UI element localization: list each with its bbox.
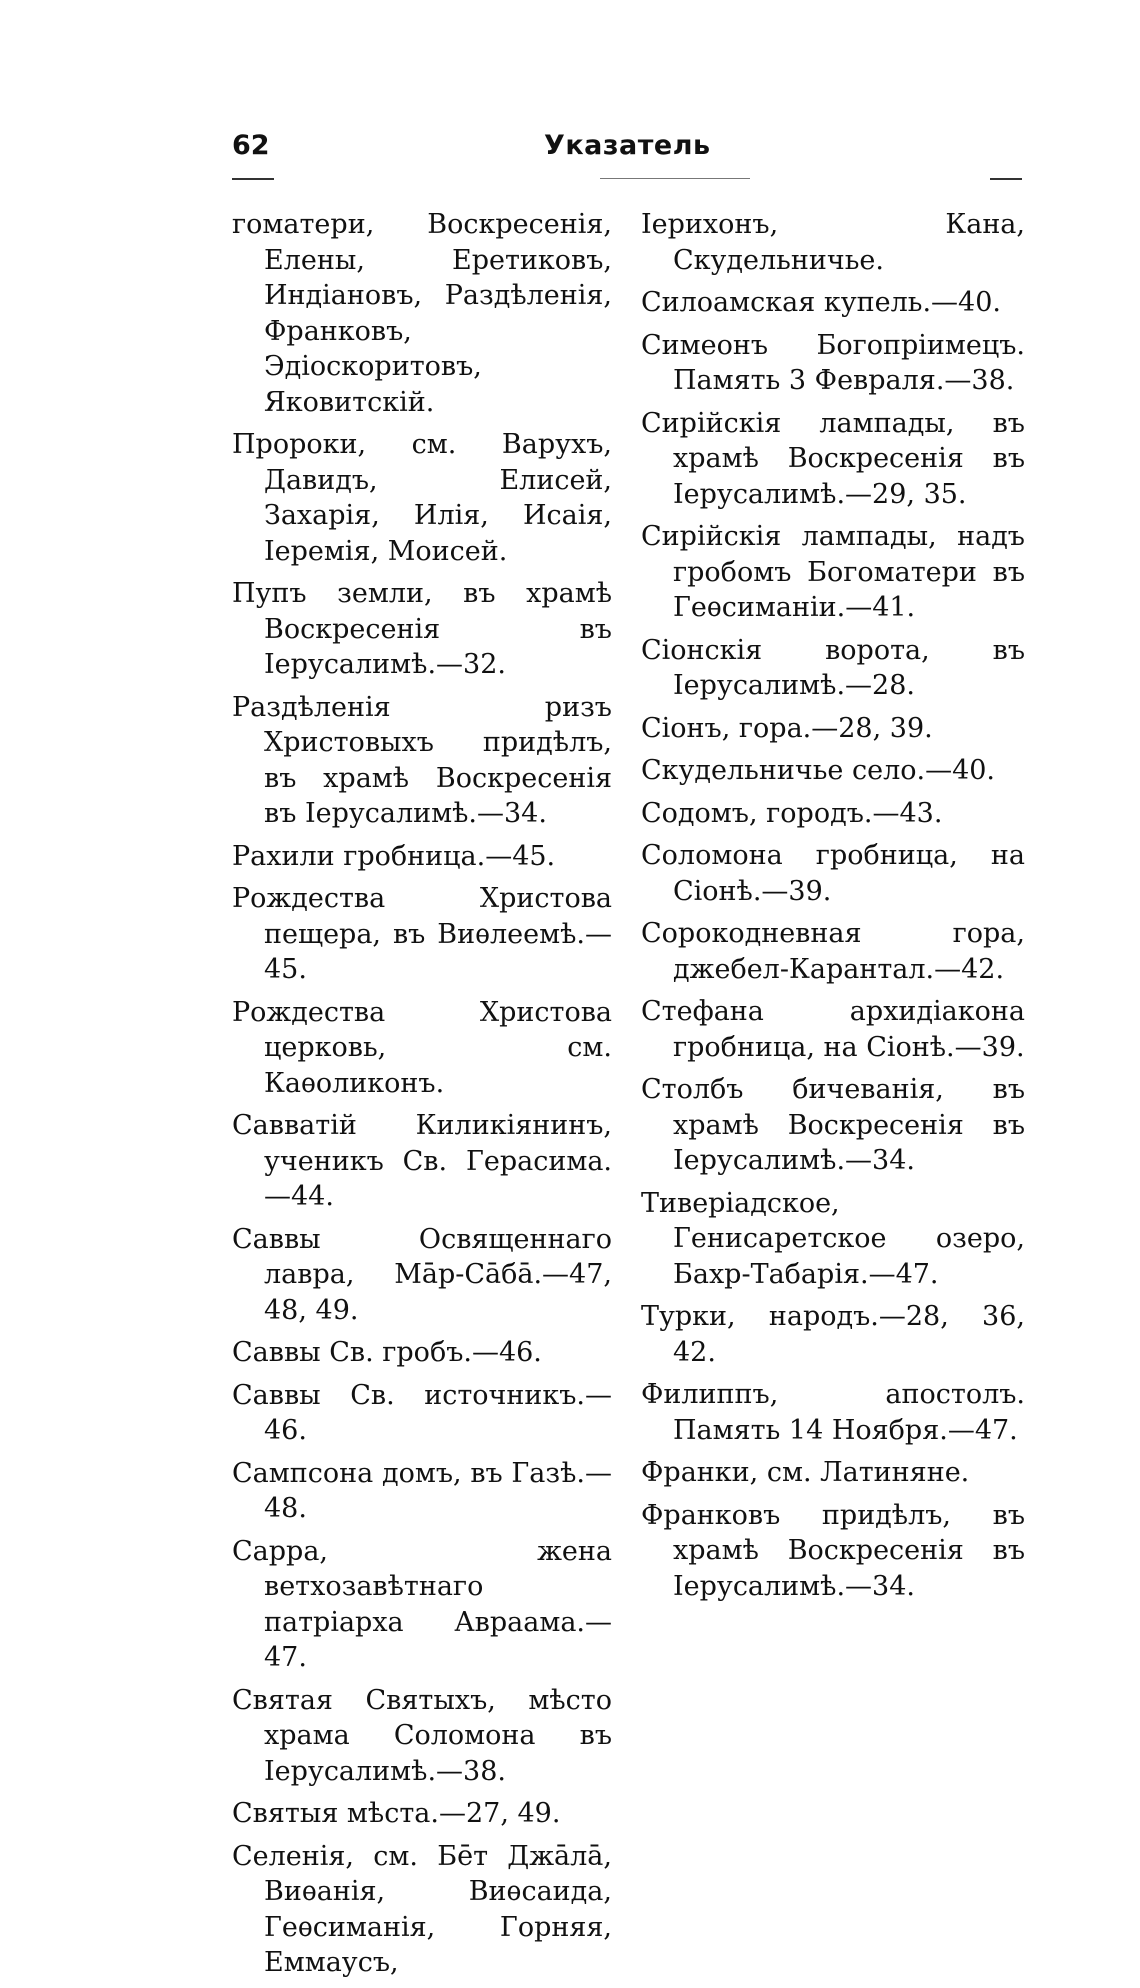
index-entry: Скудельничье село.—40. [641,755,996,786]
index-entry: Тиверіадское, Генисаретское озеро, Бахр-Табарія.—47. [641,1187,1025,1290]
index-entry: Столбъ бичеванія, въ храмѣ Воскресенія въ Іерусалимѣ.—34. [641,1074,1025,1176]
header-rule-left [232,178,274,180]
index-entry: Сирійскія лампады, надъ гробомъ Богоматери въ Геѳсиманіи.—41. [641,521,1025,623]
index-entry: Пупъ земли, въ храмѣ Воскресенія въ Іерусалимѣ.—32. [232,578,612,680]
index-entry: Сарра, жена ветхозавѣтнаго патріарха Авраама.—47. [232,1535,612,1673]
index-entry: Сорокодневная гора, джебел-Карантал.—42. [641,918,1025,985]
index-entry: Симеонъ Богопріимецъ. Память 3 Февраля.—38. [641,329,1025,396]
index-entry: Сіонъ, гора.—28, 39. [641,712,933,744]
index-entry: Силоамская купель.—40. [641,287,1001,318]
index-entry: Стефана архидіакона гробница, на Сіонѣ.—39. [641,996,1025,1063]
index-entry: Іерихонъ, Кана, Скудельничье. [641,209,1025,276]
index-entry: Сіонскія ворота, въ Іерусалимѣ.—28. [641,634,1025,701]
index-entry: Саввы Св. источникъ.—46. [232,1379,612,1446]
page-number: 62 [232,130,270,161]
index-entry: Саввы Св. гробъ.—46. [232,1337,542,1368]
index-entry: Савватій Киликіянинъ, ученикъ Св. Герасима.—44. [232,1110,612,1212]
index-entry: Сампсона домъ, въ Газѣ.—48. [232,1457,612,1524]
index-column-right [641,207,1025,1611]
index-entry: Содомъ, городъ.—43. [641,797,943,829]
index-entry: Франковъ придѣлъ, въ храмѣ Воскресенія въ Іерусалимѣ.—34. [641,1499,1025,1602]
index-entry: Франки, см. Латиняне. [641,1457,970,1488]
index-entry: Турки, народъ.—28, 36, 42. [641,1301,1025,1368]
index-entry: Сирійскія лампады, въ храмѣ Воскресенія въ Іерусалимѣ.—29, 35. [641,407,1025,510]
page-header [232,130,1022,170]
index-entry: Рахили гробница.—45. [232,840,556,872]
index-entry: Святыя мѣста.—27, 49. [232,1798,561,1829]
index-entry: Селенія, см. Бēт Джāлā, Виѳанія, Виѳсаида, Геѳсиманія, Горняя, Еммаусъ, [232,1840,612,1978]
index-entry: Соломона гробница, на Сіонѣ.—39. [641,840,1025,907]
index-entry: гоматери, Воскресенія, Елены, Еретиковъ, Индіановъ, Раздѣленія, Франковъ, Эдіоскоритовъ, Яковитскій. [232,209,612,418]
header-rule-right [990,178,1022,180]
header-rule-middle [600,178,750,179]
index-entry: Пророки, см. Варухъ, Давидъ, Елисей, Захарія, Илія, Исаія, Іеремія, Моисей. [232,429,612,567]
running-title: Указатель [544,130,711,161]
index-entry: Саввы Освященнаго лавра, Мāр-Сāбā.—47, 48, 49. [232,1223,612,1326]
index-entry: Филиппъ, апостолъ. Память 14 Ноября.—47. [641,1379,1025,1446]
index-entry: Раздѣленія ризъ Христовыхъ придѣлъ, въ храмѣ Воскресенія въ Іерусалимѣ.—34. [232,691,612,829]
index-entry: Святая Святыхъ, мѣсто храма Соломона въ Іерусалимѣ.—38. [232,1684,612,1787]
index-entry: Рождества Христова пещера, въ Виѳлеемѣ.—45. [232,883,612,985]
index-column-left [232,207,612,1988]
index-entry: Рождества Христова церковь, см. Каѳоликонъ. [232,996,612,1099]
